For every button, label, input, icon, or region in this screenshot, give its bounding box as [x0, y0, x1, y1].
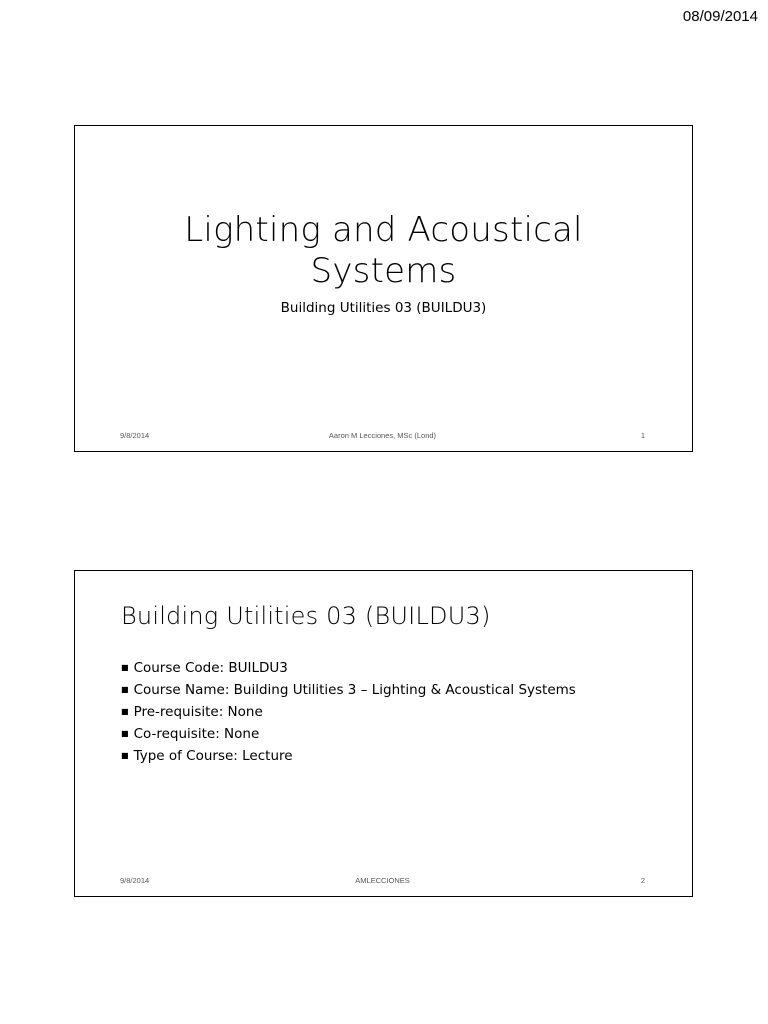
bullet-icon: ■: [121, 663, 129, 672]
bullet-icon: ■: [121, 729, 129, 738]
list-item: [121, 701, 576, 723]
footer-page-number: 2: [640, 876, 645, 885]
page-date: 08/09/2014: [682, 8, 758, 25]
slide-footer: [120, 876, 645, 888]
slide-2: [74, 570, 693, 897]
list-item-text: Course Name: Building Utilities 3 – Lighting & Acoustical Systems: [133, 682, 576, 698]
slide-footer: [120, 431, 645, 443]
bullet-icon: ■: [121, 685, 129, 694]
footer-date: 9/8/2014: [120, 431, 150, 440]
list-item: [121, 679, 576, 701]
footer-page-number: 1: [640, 431, 645, 440]
slide-1: [74, 125, 693, 452]
bullet-list: [121, 657, 576, 767]
footer-author: AMLECCIONES: [355, 876, 410, 885]
list-item: [121, 745, 576, 767]
list-item-text: Type of Course: Lecture: [133, 748, 293, 764]
list-item-text: Co-requisite: None: [133, 726, 260, 742]
list-item: [121, 723, 576, 745]
slide-title-line-2: Systems: [310, 251, 457, 291]
slide-title-line-1: Lighting and Acoustical: [184, 210, 583, 250]
bullet-icon: ■: [121, 707, 129, 716]
bullet-icon: ■: [121, 751, 129, 760]
slide-title: [75, 210, 692, 292]
list-item-text: Course Code: BUILDU3: [133, 660, 288, 676]
list-item-text: Pre-requisite: None: [133, 704, 263, 720]
footer-author: Aaron M Lecciones, MSc (Lond): [328, 431, 437, 440]
footer-date: 9/8/2014: [120, 876, 150, 885]
list-item: [121, 657, 576, 679]
slide-title: Building Utilities 03 (BUILDU3): [121, 602, 491, 630]
slide-subtitle: Building Utilities 03 (BUILDU3): [280, 300, 487, 316]
